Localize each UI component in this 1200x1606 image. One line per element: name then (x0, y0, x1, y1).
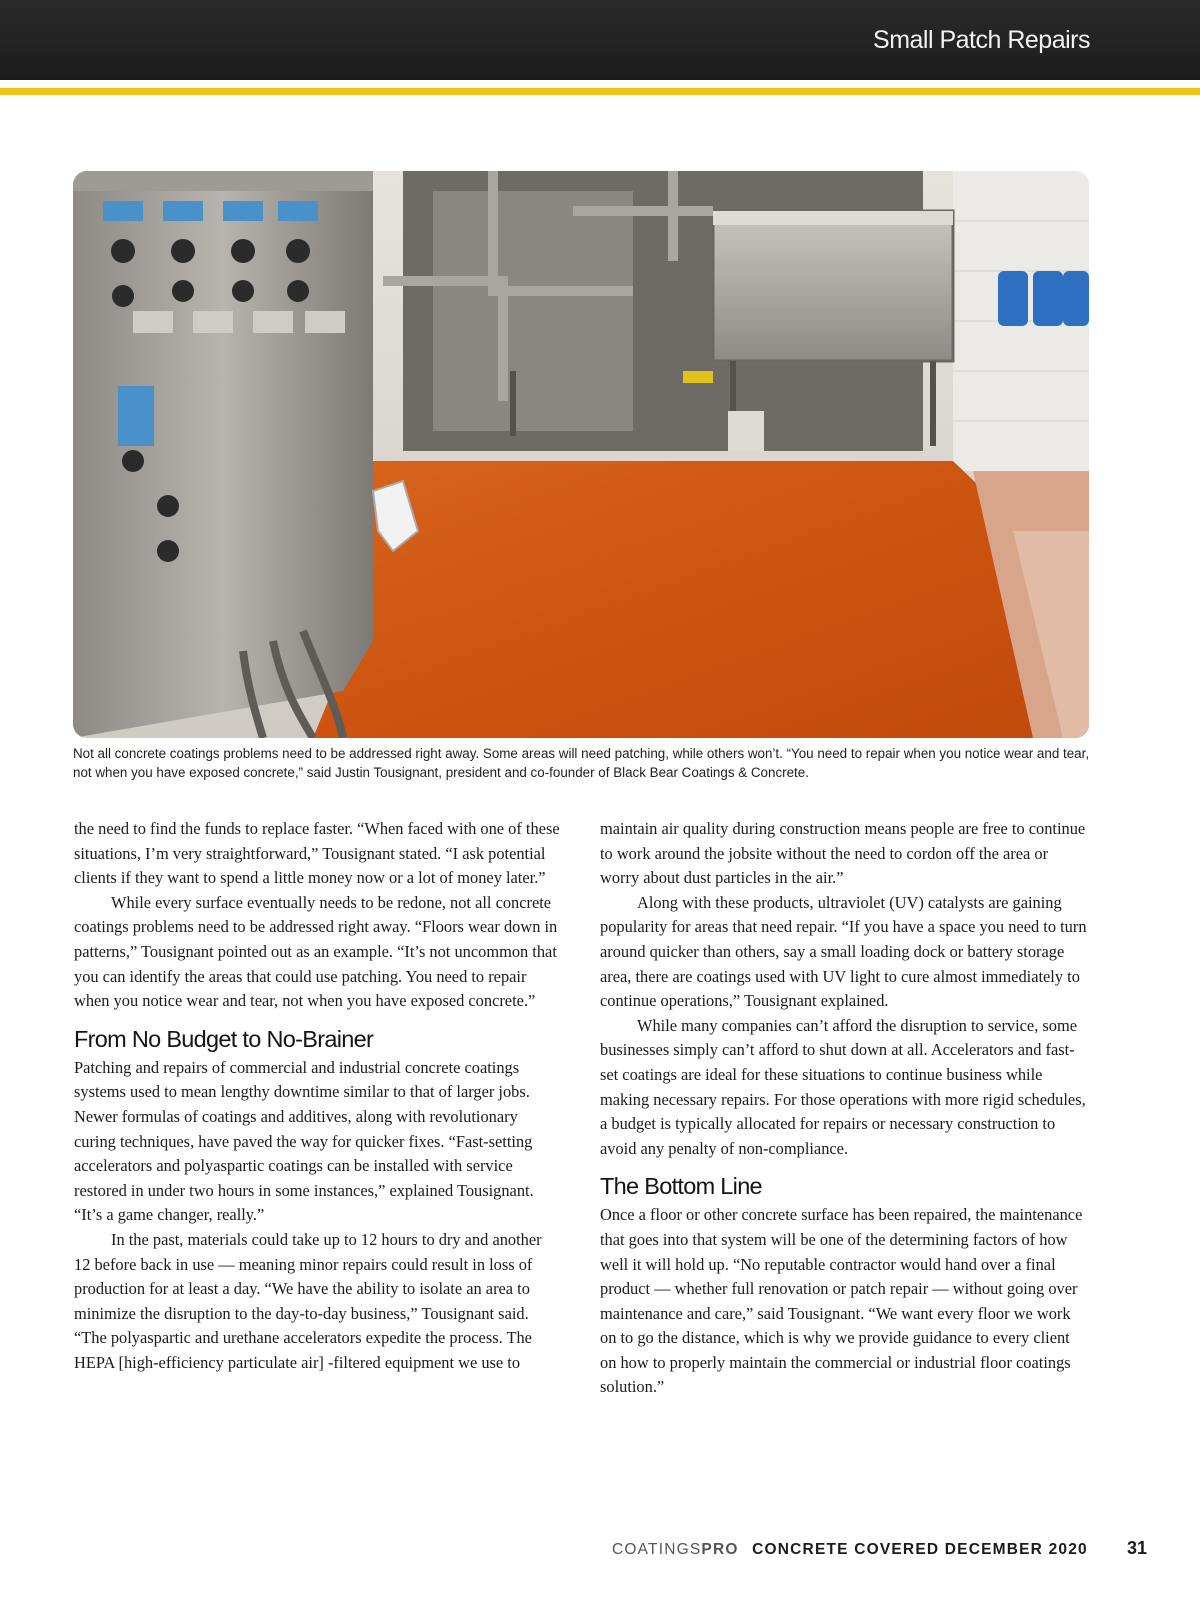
page-number: 31 (1127, 1538, 1148, 1558)
magazine-name-light: COATINGS (612, 1541, 702, 1558)
paragraph: While every surface eventually needs to be redone, not all concrete coatings problems need to be addressed right away. “Floors wear down in patterns,” Tousignant pointed out as an example. “It’s not uncommon that you can identify the areas that could use patching. You need to repair when you notice wear and tear, not when you have exposed concrete.” (74, 892, 558, 1011)
left-column (74, 817, 562, 1375)
page-footer (612, 1541, 1088, 1559)
paragraph: the need to find the funds to replace faster. “When faced with one of these situations, I’m very straightforward,” Tousignant stated. “I ask potential clients if they want to spend a little money now or a lot of money later.” (74, 819, 560, 888)
paragraph: Patching and repairs of commercial and industrial concrete coatings systems used to mean lengthy downtime similar to that of larger jobs. Newer formulas of coatings and additives, along with revolutionary curing techniques, have paved the way for quicker fixes. “Fast-setting accelerators and polyaspartic coatings can be installed with service restored in under two hours in some instances,” explained Tousignant. “It’s a game changer, really.” (74, 1057, 534, 1225)
header-divider (0, 80, 1200, 85)
header-accent-stripe (0, 88, 1200, 95)
section-heading: From No Budget to No-Brainer (74, 1025, 374, 1052)
article-photo (73, 171, 1089, 738)
paragraph: In the past, materials could take up to 12 hours to dry and another 12 before back in use — meaning minor repairs could result in loss of production for at least a day. “We have the ability to isolate an area to minimize the disruption to the day-to-day business,” Tousignant said. “The polyaspartic and urethane accelerators expedite the process. The HEPA [high-efficiency particulate air] -filtered equipment we use to (74, 1229, 542, 1372)
header-bar (0, 0, 1200, 80)
paragraph: maintain air quality during construction means people are free to continue to work around the jobsite without the need to cordon off the area or worry about dust particles in the air.” (600, 819, 1086, 888)
section-heading: The Bottom Line (600, 1173, 762, 1200)
paragraph: Once a floor or other concrete surface has been repaired, the maintenance that goes into that system will be one of the determining factors of how well it will hold up. “No reputable contractor would hand over a final product — whether full renovation or patch repair — without going over maintenance and care,” said Tousignant. “We want every floor we work on to go the distance, which is why we provide guidance to every client on how to properly maintain the commercial or industrial floor coatings solution.” (600, 1205, 1083, 1397)
paragraph: Along with these products, ultraviolet (UV) catalysts are gaining popularity for areas that need repair. “If you have a space you need to turn around quicker than others, say a small loading dock or battery storage area, there are coatings used with UV light to cure almost immediately to continue operations,” Tousignant explained. (600, 892, 1087, 1011)
section-title: Small Patch Repairs (873, 26, 1090, 54)
equipment-floor-illustration (73, 171, 1089, 738)
magazine-name-bold: PRO (701, 1541, 739, 1558)
paragraph: While many companies can’t afford the disruption to service, some businesses simply can’t afford to shut down at all. Accelerators and fast-set coatings are ideal for these situations to continue business while making necessary repairs. For those operations with more rigid schedules, a budget is typically allocated for repairs or necessary construction to avoid any penalty of non-compliance. (600, 1015, 1086, 1158)
issue-title: CONCRETE COVERED DECEMBER 2020 (752, 1541, 1088, 1558)
photo-caption: Not all concrete coatings problems need to be addressed right away. Some areas will need patching, while others won’t. “You need to repair when you notice wear and tear, not when you have exposed concrete,” said Justin Tousignant, president and co-founder of Black Bear Coatings & Concrete. (73, 746, 1090, 780)
right-column (600, 817, 1088, 1400)
